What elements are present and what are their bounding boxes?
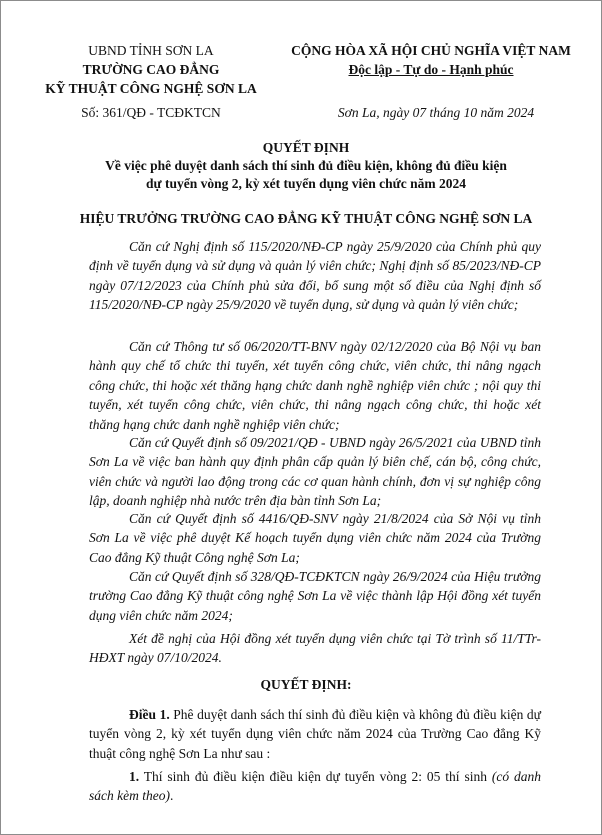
document-date: Sơn La, ngày 07 tháng 10 năm 2024 [337, 105, 535, 120]
item-1-note: (có danh sách kèm theo) [89, 769, 541, 804]
issuing-organization [35, 41, 267, 98]
item-1-end: . [169, 788, 174, 804]
legal-basis-2: Căn cứ Thông tư số 06/2020/TT-BNV ngày 02/12/2020 của Bộ Nội vụ ban hành quy chế tổ chức thi tuyển, xét tuyển công chức, viên chức, thi nâng ngạch công chức, thi hoặc xét thăng hạng chức danh nghề nghiệp viên chức ; nội quy thi tuyển, xét tuyển công chức, viên chức, thi nâng ngạch công chức, thi hoặc xét thăng hạng chức danh nghề nghiệp viên chức; [89, 339, 541, 432]
article-1-label: Điều 1. [129, 707, 170, 722]
organization-name-line2: KỸ THUẬT CÔNG NGHỆ SƠN LA [45, 81, 257, 96]
document-title [61, 139, 551, 193]
issuing-authority: HIỆU TRƯỞNG TRƯỜNG CAO ĐẲNG KỸ THUẬT CÔNG NGHỆ SƠN LA [79, 211, 533, 226]
article-1-text: Phê duyệt danh sách thí sinh đủ điều kiện và không đủ điều kiện dự tuyển vòng 2, kỳ xét tuyển dụng viên chức năm 2024 của Trường Cao đẳng Kỹ thuật công nghệ Sơn La như sau : [89, 707, 542, 761]
title-subject-line1: Về việc phê duyệt danh sách thí sinh đủ điều kiện, không đủ điều kiện [105, 158, 507, 173]
title-subject-line2: dự tuyển vòng 2, kỳ xét tuyển dụng viên chức năm 2024 [146, 176, 466, 191]
article-1-item-1 [89, 767, 541, 806]
organization-name-line1: TRƯỜNG CAO ĐẲNG [82, 62, 220, 77]
national-motto: Độc lập - Tự do - Hạnh phúc [348, 62, 514, 77]
document-number: Số: 361/QĐ - TCĐKTCN [81, 105, 221, 120]
national-header [281, 41, 581, 79]
legal-basis-5: Căn cứ Quyết định số 328/QĐ-TCĐKTCN ngày 26/9/2024 của Hiệu trưởng trường Cao đẳng Kỹ thuật công nghệ Sơn La về việc thành lập Hội đồng xét tuyển dụng viên chức năm 2024; [89, 569, 541, 623]
decision-heading: QUYẾT ĐỊNH: [260, 677, 352, 692]
legal-basis-6: Xét đề nghị của Hội đồng xét tuyển dụng viên chức tại Tờ trình số 11/TTr-HĐXT ngày 07/10/2024. [89, 631, 541, 666]
article-1 [89, 705, 541, 763]
parent-organization: UBND TỈNH SƠN LA [88, 43, 214, 58]
title-heading: QUYẾT ĐỊNH [262, 140, 350, 155]
legal-basis-3: Căn cứ Quyết định số 09/2021/QĐ - UBND ngày 26/5/2021 của UBND tỉnh Sơn La về việc ban hành quy định phân cấp quản lý biên chế, cán bộ, công chức, viên chức và người lao động trong các cơ quan hành chính, đơn vị sự nghiệp công lập, doanh nghiệp nhà nước trên địa bàn tỉnh Sơn La; [89, 435, 541, 509]
country-name: CỘNG HÒA XÃ HỘI CHỦ NGHĨA VIỆT NAM [291, 43, 571, 58]
legal-basis-1: Căn cứ Nghị định số 115/2020/NĐ-CP ngày 25/9/2020 của Chính phủ quy định về tuyển dụng và sử dụng và quản lý viên chức; Nghị định số 85/2023/NĐ-CP ngày 07/12/2023 của Chính phủ sửa đổi, bổ sung một số điều của Nghị định số 115/2020/NĐ-CP ngày 25/9/2020 về tuyển dụng, sử dụng và quản lý viên chức; [89, 239, 541, 313]
legal-basis-4: Căn cứ Quyết định số 4416/QĐ-SNV ngày 21/8/2024 của Sở Nội vụ tỉnh Sơn La về việc phê duyệt Kế hoạch tuyển dụng viên chức năm 2024 của Trường Cao đẳng Kỹ thuật Công nghệ Sơn La; [89, 511, 541, 565]
item-1-text: Thí sinh đủ điều kiện điều kiện dự tuyển vòng 2: 05 thí sinh [139, 769, 492, 784]
item-1-label: 1. [129, 769, 140, 784]
